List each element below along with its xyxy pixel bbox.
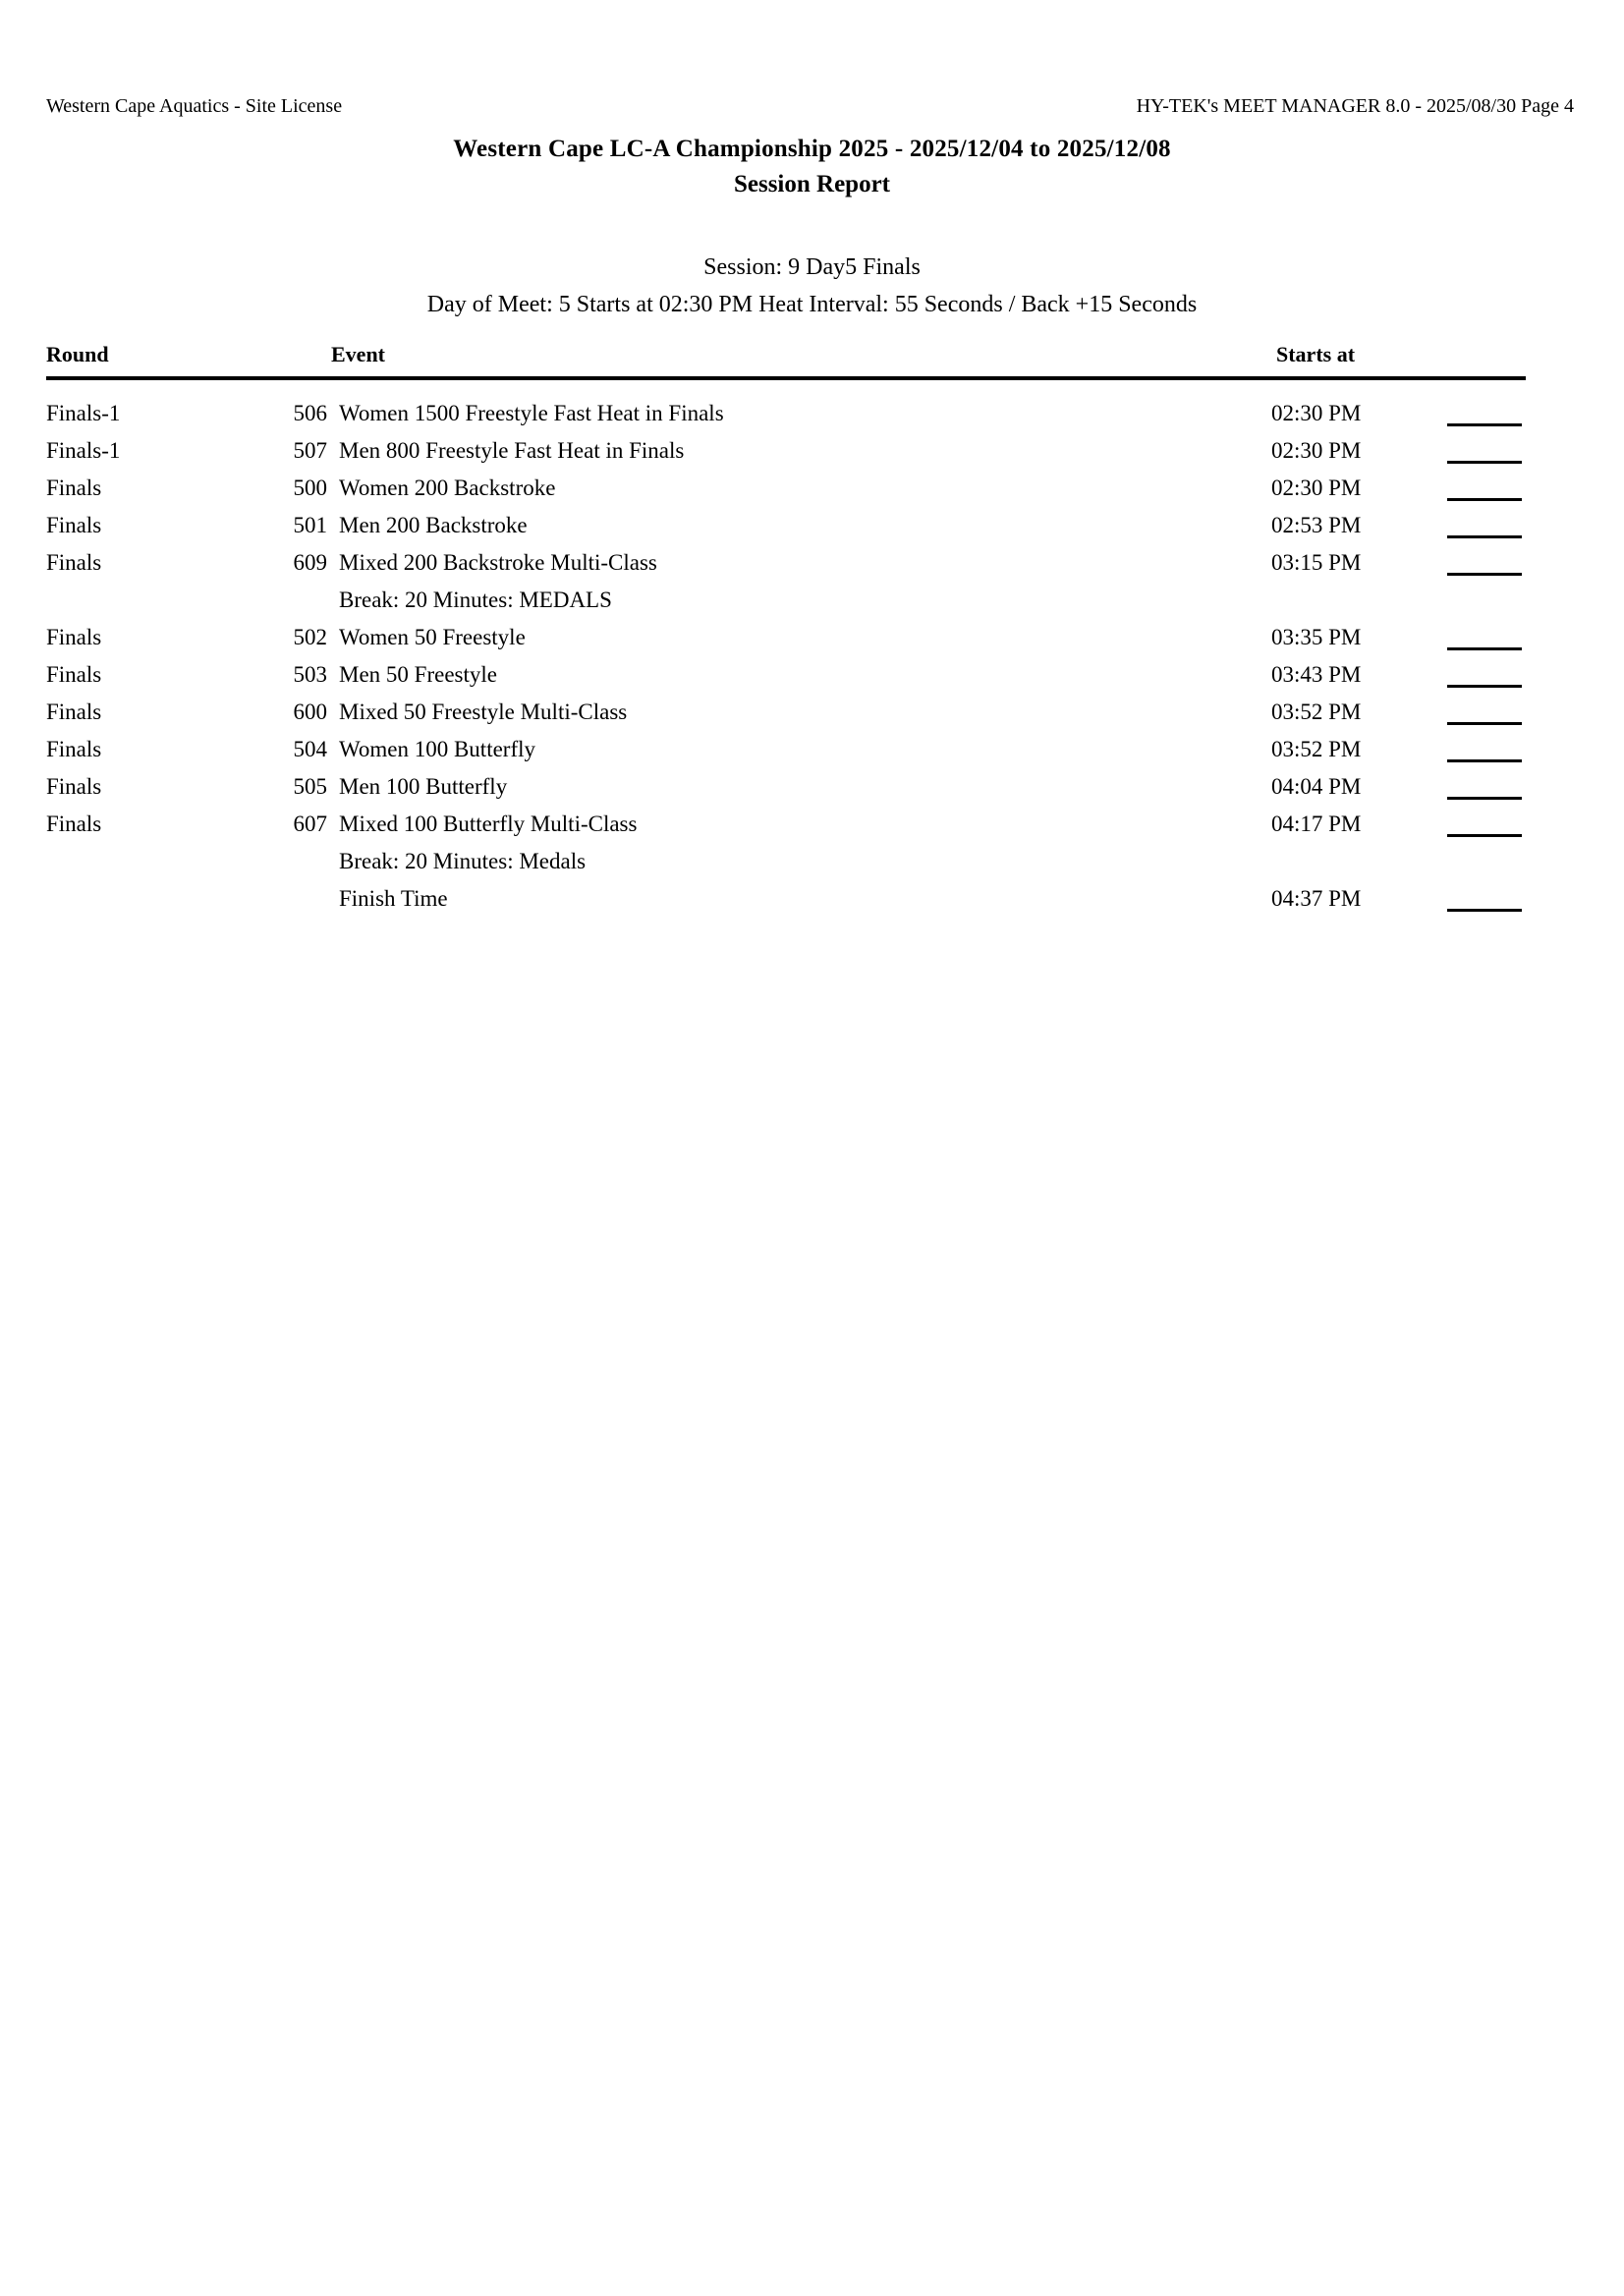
- cell-starts-at: 04:17 PM: [1271, 812, 1362, 836]
- table-row: [46, 507, 1526, 544]
- cell-event-name: Women 1500 Freestyle Fast Heat in Finals: [339, 401, 724, 425]
- table-row: [46, 731, 1526, 768]
- cell-event-name: Men 800 Freestyle Fast Heat in Finals: [339, 438, 685, 463]
- day-of-meet-line: Day of Meet: 5 Starts at 02:30 PM Heat Interval: 55 Seconds / Back +15 Seconds: [426, 292, 1198, 317]
- cell-starts-at: 03:15 PM: [1271, 550, 1362, 575]
- blank-line-rule: [1447, 666, 1522, 688]
- blank-line-rule: [1447, 890, 1522, 912]
- cell-round: Finals: [46, 737, 102, 761]
- license-text: Western Cape Aquatics - Site License: [46, 95, 343, 117]
- cell-starts-at: 02:53 PM: [1271, 513, 1362, 537]
- blank-line-rule: [1447, 479, 1522, 501]
- cell-event-name: Mixed 200 Backstroke Multi-Class: [339, 550, 657, 575]
- table-row: [46, 768, 1526, 806]
- software-version-text: HY-TEK's MEET MANAGER 8.0 - 2025/08/30 Page 4: [1136, 95, 1574, 117]
- cell-event-name: Mixed 100 Butterfly Multi-Class: [339, 812, 638, 836]
- blank-line-rule: [1447, 815, 1522, 837]
- cell-signoff-blank-line: [1447, 768, 1522, 806]
- cell-event-number: 500: [293, 476, 327, 500]
- cell-round: Finals-1: [46, 401, 121, 425]
- cell-signoff-blank-line: [1447, 656, 1522, 694]
- cell-event-name: Men 50 Freestyle: [339, 662, 497, 687]
- cell-signoff-blank-line: [1447, 619, 1522, 656]
- table-row: [46, 694, 1526, 731]
- session-events-table: [46, 342, 1526, 918]
- cell-break-note: Break: 20 Minutes: MEDALS: [339, 588, 612, 612]
- column-header-round: Round: [46, 342, 109, 366]
- cell-round: Finals: [46, 700, 102, 724]
- cell-round: Finals: [46, 812, 102, 836]
- cell-round: Finals-1: [46, 438, 121, 463]
- blank-line-rule: [1447, 442, 1522, 464]
- cell-event-name: Women 100 Butterfly: [339, 737, 536, 761]
- cell-event-number: 506: [293, 401, 327, 425]
- blank-line-rule: [1447, 554, 1522, 576]
- table-row: [46, 395, 1526, 432]
- blank-line-rule: [1447, 741, 1522, 762]
- running-header: [46, 94, 1578, 118]
- cell-starts-at: 02:30 PM: [1271, 476, 1362, 500]
- header-rule-divider: [46, 376, 1526, 380]
- cell-event-name: Women 200 Backstroke: [339, 476, 556, 500]
- meet-title: Western Cape LC-A Championship 2025 - 2025/12/04 to 2025/12/08: [453, 136, 1171, 162]
- cell-starts-at: 03:52 PM: [1271, 700, 1362, 724]
- table-row: [46, 656, 1526, 694]
- cell-event-number: 505: [293, 774, 327, 799]
- title-block: [0, 133, 1624, 201]
- cell-signoff-blank-line: [1447, 432, 1522, 470]
- cell-event-name: Men 100 Butterfly: [339, 774, 508, 799]
- cell-starts-at: 04:04 PM: [1271, 774, 1362, 799]
- cell-round: Finals: [46, 625, 102, 649]
- cell-round: Finals: [46, 662, 102, 687]
- table-row: [46, 582, 1526, 619]
- report-title: Session Report: [733, 171, 891, 197]
- cell-event-number: 609: [293, 550, 327, 575]
- cell-round: Finals: [46, 774, 102, 799]
- cell-round: Finals: [46, 513, 102, 537]
- cell-starts-at: 03:35 PM: [1271, 625, 1362, 649]
- cell-event-name: Mixed 50 Freestyle Multi-Class: [339, 700, 628, 724]
- table-row: [46, 432, 1526, 470]
- cell-event-number: 600: [293, 700, 327, 724]
- table-row: [46, 843, 1526, 880]
- session-info-block: [0, 249, 1624, 323]
- cell-event-number: 503: [293, 662, 327, 687]
- column-header-event: Event: [331, 342, 385, 366]
- table-row: [46, 619, 1526, 656]
- cell-event-number: 501: [293, 513, 327, 537]
- cell-signoff-blank-line: [1447, 470, 1522, 507]
- table-row: [46, 470, 1526, 507]
- cell-event-number: 502: [293, 625, 327, 649]
- cell-signoff-blank-line: [1447, 507, 1522, 544]
- cell-break-note: Finish Time: [339, 886, 448, 911]
- cell-starts-at: 03:43 PM: [1271, 662, 1362, 687]
- cell-event-number: 504: [293, 737, 327, 761]
- cell-starts-at: 03:52 PM: [1271, 737, 1362, 761]
- cell-round: Finals: [46, 476, 102, 500]
- cell-signoff-blank-line: [1447, 880, 1522, 918]
- table-row: [46, 806, 1526, 843]
- cell-event-name: Women 50 Freestyle: [339, 625, 526, 649]
- cell-signoff-blank-line: [1447, 731, 1522, 768]
- cell-event-name: Men 200 Backstroke: [339, 513, 528, 537]
- cell-signoff-blank-line: [1447, 395, 1522, 432]
- cell-starts-at: 02:30 PM: [1271, 438, 1362, 463]
- blank-line-rule: [1447, 405, 1522, 426]
- blank-line-rule: [1447, 629, 1522, 650]
- cell-event-number: 507: [293, 438, 327, 463]
- column-header-starts-at: Starts at: [1276, 342, 1356, 366]
- table-header-row: [46, 342, 1526, 374]
- blank-line-rule: [1447, 517, 1522, 538]
- table-row: [46, 544, 1526, 582]
- blank-line-rule: [1447, 703, 1522, 725]
- cell-event-number: 607: [293, 812, 327, 836]
- cell-starts-at: 04:37 PM: [1271, 886, 1362, 911]
- cell-starts-at: 02:30 PM: [1271, 401, 1362, 425]
- cell-signoff-blank-line: [1447, 544, 1522, 582]
- cell-break-note: Break: 20 Minutes: Medals: [339, 849, 587, 873]
- session-line: Session: 9 Day5 Finals: [703, 254, 921, 280]
- table-row: [46, 880, 1526, 918]
- cell-signoff-blank-line: [1447, 694, 1522, 731]
- table-body: [46, 395, 1526, 918]
- cell-signoff-blank-line: [1447, 806, 1522, 843]
- cell-round: Finals: [46, 550, 102, 575]
- blank-line-rule: [1447, 778, 1522, 800]
